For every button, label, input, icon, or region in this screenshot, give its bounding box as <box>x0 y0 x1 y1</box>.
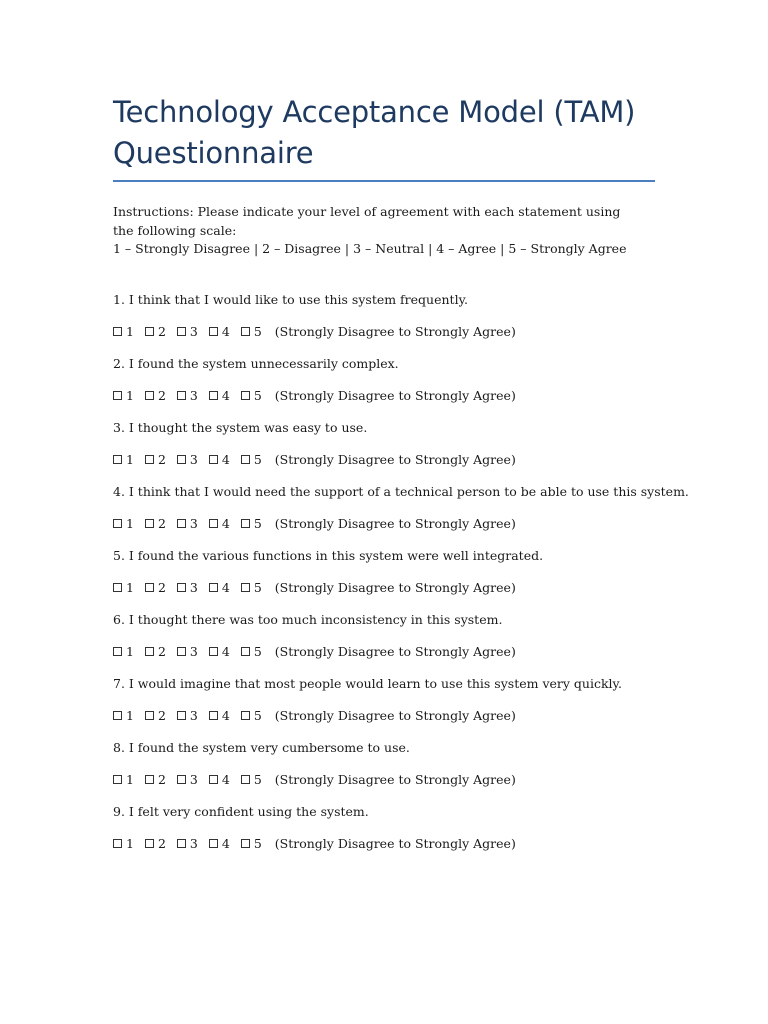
option-label: 5 <box>253 707 262 723</box>
answer-option-4[interactable] <box>209 771 230 789</box>
checkbox-icon[interactable] <box>241 455 250 464</box>
checkbox-icon[interactable] <box>177 455 186 464</box>
checkbox-icon[interactable] <box>209 839 218 848</box>
option-label: 5 <box>253 771 262 787</box>
checkbox-icon[interactable] <box>113 711 122 720</box>
range-note: (Strongly Disagree to Strongly Agree) <box>274 771 516 787</box>
option-label: 5 <box>253 579 262 595</box>
checkbox-icon[interactable] <box>209 775 218 784</box>
answer-options <box>113 387 655 405</box>
answer-option-2[interactable] <box>145 579 166 597</box>
option-label: 1 <box>126 451 134 467</box>
checkbox-icon[interactable] <box>177 711 186 720</box>
range-note: (Strongly Disagree to Strongly Agree) <box>274 451 516 467</box>
option-label: 4 <box>221 323 230 339</box>
option-label: 1 <box>126 387 134 403</box>
option-label: 2 <box>157 515 166 531</box>
answer-options <box>113 771 655 789</box>
answer-option-5[interactable] <box>241 643 262 661</box>
option-label: 2 <box>157 771 166 787</box>
checkbox-icon[interactable] <box>209 711 218 720</box>
option-label: 4 <box>221 835 230 851</box>
checkbox-icon[interactable] <box>113 391 122 400</box>
checkbox-icon[interactable] <box>241 711 250 720</box>
range-note: (Strongly Disagree to Strongly Agree) <box>274 579 516 595</box>
checkbox-icon[interactable] <box>145 391 154 400</box>
answer-option-5[interactable] <box>241 451 262 469</box>
answer-option-1[interactable] <box>113 451 134 469</box>
option-label: 1 <box>126 835 134 851</box>
answer-option-1[interactable] <box>113 707 134 725</box>
checkbox-icon[interactable] <box>241 519 250 528</box>
answer-option-2[interactable] <box>145 323 166 341</box>
checkbox-icon[interactable] <box>113 327 122 336</box>
answer-option-3[interactable] <box>177 707 198 725</box>
answer-option-5[interactable] <box>241 515 262 533</box>
answer-options <box>113 835 655 853</box>
option-label: 5 <box>253 643 262 659</box>
answer-option-3[interactable] <box>177 451 198 469</box>
checkbox-icon[interactable] <box>241 647 250 656</box>
option-label: 1 <box>126 515 134 531</box>
answer-option-1[interactable] <box>113 835 134 853</box>
answer-option-3[interactable] <box>177 835 198 853</box>
option-label: 4 <box>221 643 230 659</box>
option-label: 3 <box>189 515 198 531</box>
checkbox-icon[interactable] <box>209 647 218 656</box>
option-label: 2 <box>157 451 166 467</box>
answer-option-4[interactable] <box>209 707 230 725</box>
option-label: 4 <box>221 515 230 531</box>
option-label: 1 <box>126 643 134 659</box>
checkbox-icon[interactable] <box>177 519 186 528</box>
answer-option-1[interactable] <box>113 323 134 341</box>
answer-option-3[interactable] <box>177 771 198 789</box>
range-note: (Strongly Disagree to Strongly Agree) <box>274 643 516 659</box>
answer-option-1[interactable] <box>113 643 134 661</box>
answer-option-3[interactable] <box>177 323 198 341</box>
checkbox-icon[interactable] <box>209 583 218 592</box>
answer-options <box>113 579 655 597</box>
answer-option-1[interactable] <box>113 515 134 533</box>
checkbox-icon[interactable] <box>241 839 250 848</box>
answer-option-2[interactable] <box>145 387 166 405</box>
answer-option-4[interactable] <box>209 515 230 533</box>
range-note: (Strongly Disagree to Strongly Agree) <box>274 515 516 531</box>
option-label: 4 <box>221 387 230 403</box>
answer-option-1[interactable] <box>113 387 134 405</box>
answer-option-4[interactable] <box>209 323 230 341</box>
answer-option-5[interactable] <box>241 707 262 725</box>
checkbox-icon[interactable] <box>177 839 186 848</box>
checkbox-icon[interactable] <box>145 775 154 784</box>
answer-options <box>113 323 655 341</box>
checkbox-icon[interactable] <box>113 647 122 656</box>
answer-option-4[interactable] <box>209 387 230 405</box>
checkbox-icon[interactable] <box>209 391 218 400</box>
answer-option-2[interactable] <box>145 835 166 853</box>
option-label: 3 <box>189 835 198 851</box>
answer-option-4[interactable] <box>209 643 230 661</box>
range-note: (Strongly Disagree to Strongly Agree) <box>274 835 516 851</box>
answer-option-2[interactable] <box>145 515 166 533</box>
answer-option-1[interactable] <box>113 771 134 789</box>
checkbox-icon[interactable] <box>145 647 154 656</box>
answer-option-3[interactable] <box>177 579 198 597</box>
option-label: 3 <box>189 387 198 403</box>
title-divider <box>113 180 655 182</box>
option-label: 2 <box>157 579 166 595</box>
answer-option-4[interactable] <box>209 835 230 853</box>
question-list <box>113 291 689 853</box>
answer-option-2[interactable] <box>145 771 166 789</box>
answer-option-3[interactable] <box>177 387 198 405</box>
option-label: 5 <box>253 835 262 851</box>
option-label: 2 <box>157 643 166 659</box>
answer-option-5[interactable] <box>241 579 262 597</box>
option-label: 4 <box>221 771 230 787</box>
checkbox-icon[interactable] <box>145 711 154 720</box>
option-label: 1 <box>126 579 134 595</box>
answer-option-3[interactable] <box>177 643 198 661</box>
option-label: 1 <box>126 707 134 723</box>
question-text: 7. I would imagine that most people would learn to use this system very quickly. <box>113 675 622 691</box>
option-label: 2 <box>157 707 166 723</box>
checkbox-icon[interactable] <box>113 839 122 848</box>
question-text: 5. I found the various functions in this system were well integrated. <box>113 547 544 563</box>
checkbox-icon[interactable] <box>209 519 218 528</box>
question-text: 9. I felt very confident using the system. <box>113 803 369 819</box>
answer-option-2[interactable] <box>145 451 166 469</box>
option-label: 1 <box>126 323 134 339</box>
answer-option-5[interactable] <box>241 771 262 789</box>
checkbox-icon[interactable] <box>241 391 250 400</box>
option-label: 3 <box>189 579 198 595</box>
option-label: 1 <box>126 771 134 787</box>
option-label: 2 <box>157 387 166 403</box>
option-label: 3 <box>189 707 198 723</box>
page-title: Technology Acceptance Model (TAM) Questionnaire <box>113 95 636 170</box>
option-label: 3 <box>189 643 198 659</box>
question-text: 6. I thought there was too much inconsistency in this system. <box>113 611 503 627</box>
checkbox-icon[interactable] <box>113 583 122 592</box>
option-label: 5 <box>253 515 262 531</box>
checkbox-icon[interactable] <box>145 327 154 336</box>
answer-option-3[interactable] <box>177 515 198 533</box>
option-label: 5 <box>253 323 262 339</box>
checkbox-icon[interactable] <box>145 839 154 848</box>
answer-option-5[interactable] <box>241 835 262 853</box>
checkbox-icon[interactable] <box>241 583 250 592</box>
question-text: 4. I think that I would need the support of a technical person to be able to use this system. <box>113 483 689 499</box>
checkbox-icon[interactable] <box>241 327 250 336</box>
answer-options <box>113 643 655 661</box>
option-label: 4 <box>221 451 230 467</box>
option-label: 2 <box>157 323 166 339</box>
option-label: 5 <box>253 387 262 403</box>
checkbox-icon[interactable] <box>113 519 122 528</box>
scale-legend: 1 – Strongly Disagree | 2 – Disagree | 3 – Neutral | 4 – Agree | 5 – Strongly Agree <box>113 241 627 256</box>
option-label: 3 <box>189 771 198 787</box>
checkbox-icon[interactable] <box>113 775 122 784</box>
option-label: 5 <box>253 451 262 467</box>
answer-option-5[interactable] <box>241 387 262 405</box>
instructions-text: Instructions: Please indicate your level of agreement with each statement using the following scale: <box>113 204 621 238</box>
checkbox-icon[interactable] <box>145 583 154 592</box>
checkbox-icon[interactable] <box>177 327 186 336</box>
checkbox-icon[interactable] <box>177 775 186 784</box>
range-note: (Strongly Disagree to Strongly Agree) <box>274 387 516 403</box>
checkbox-icon[interactable] <box>177 647 186 656</box>
checkbox-icon[interactable] <box>113 455 122 464</box>
answer-option-1[interactable] <box>113 579 134 597</box>
answer-options <box>113 451 655 469</box>
option-label: 4 <box>221 707 230 723</box>
checkbox-icon[interactable] <box>177 391 186 400</box>
range-note: (Strongly Disagree to Strongly Agree) <box>274 323 516 339</box>
answer-options <box>113 515 655 533</box>
checkbox-icon[interactable] <box>241 775 250 784</box>
answer-option-2[interactable] <box>145 707 166 725</box>
checkbox-icon[interactable] <box>177 583 186 592</box>
question-text: 8. I found the system very cumbersome to use. <box>113 739 410 755</box>
answer-options <box>113 707 655 725</box>
question-text: 1. I think that I would like to use this system frequently. <box>113 291 468 307</box>
option-label: 4 <box>221 579 230 595</box>
answer-option-4[interactable] <box>209 579 230 597</box>
option-label: 2 <box>157 835 166 851</box>
checkbox-icon[interactable] <box>145 455 154 464</box>
range-note: (Strongly Disagree to Strongly Agree) <box>274 707 516 723</box>
answer-option-5[interactable] <box>241 323 262 341</box>
checkbox-icon[interactable] <box>209 327 218 336</box>
answer-option-4[interactable] <box>209 451 230 469</box>
question-text: 3. I thought the system was easy to use. <box>113 419 368 435</box>
instructions-block <box>113 203 633 259</box>
checkbox-icon[interactable] <box>209 455 218 464</box>
checkbox-icon[interactable] <box>145 519 154 528</box>
question-text: 2. I found the system unnecessarily complex. <box>113 355 399 371</box>
answer-option-2[interactable] <box>145 643 166 661</box>
option-label: 3 <box>189 451 198 467</box>
option-label: 3 <box>189 323 198 339</box>
